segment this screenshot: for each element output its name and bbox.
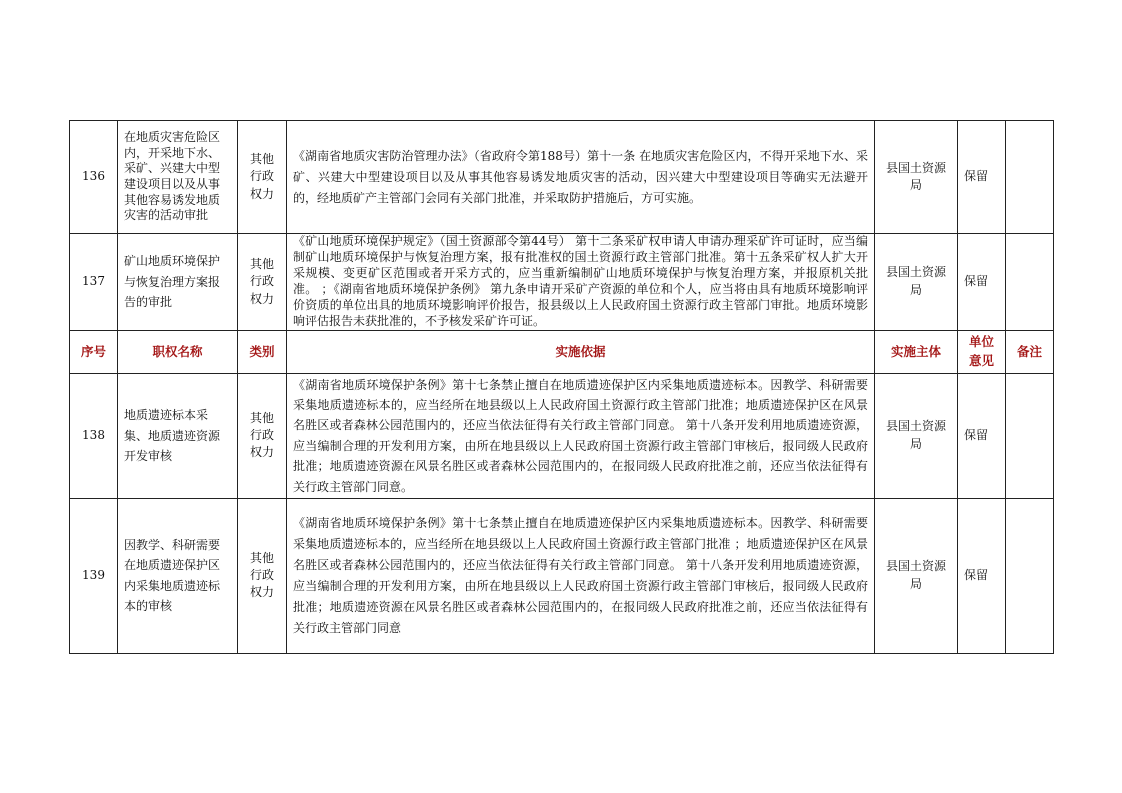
authority-name: 矿山地质环境保护与恢复治理方案报告的审批 bbox=[118, 234, 238, 331]
row-number: 136 bbox=[70, 121, 118, 234]
implementation-basis: 《湖南省地质环境保护条例》第十七条禁止擅自在地质遗迹保护区内采集地质遗迹标本。因教学、科研需要采集地质遗迹标本的，应当经所在地县级以上人民政府国土资源行政主管部门批准 ；地质遗迹保护区在风景名胜区或者森林公园范围内的，还应当依法征得有关行政主管部门同意。 第十八条开发利用地质遗迹资源，应当编制合理的开发利用方案，由所在地县级以上人民政府国土资源行政主管部门审核后，报同级人民政府批准；地质遗迹资源在风景名胜区或者森林公园范围内的，在报同级人民政府批准之前，还应当依法征得有关行政主管部门同意 bbox=[287, 498, 875, 653]
unit-opinion: 保留 bbox=[958, 498, 1006, 653]
header-name: 职权名称 bbox=[118, 330, 238, 373]
unit-opinion: 保留 bbox=[958, 373, 1006, 498]
unit-opinion: 保留 bbox=[958, 234, 1006, 331]
table-row bbox=[70, 234, 1054, 331]
remark bbox=[1006, 121, 1054, 234]
implementing-body: 县国土资源局 bbox=[875, 373, 958, 498]
header-opinion bbox=[958, 330, 1006, 373]
authority-type: 其他 行政 权力 bbox=[238, 234, 287, 331]
implementation-basis: 《湖南省地质环境保护条例》第十七条禁止擅自在地质遗迹保护区内采集地质遗迹标本。因教学、科研需要采集地质遗迹标本的，应当经所在地县级以上人民政府国土资源行政主管部门批准；地质遗迹保护区在风景名胜区或者森林公园范围内的，还应当依法征得有关行政主管部门同意。 第十八条开发利用地质遗迹资源，应当编制合理的开发利用方案，由所在地县级以上人民政府国土资源行政主管部门审核后，报同级人民政府批准；地质遗迹资源在风景名胜区或者森林公园范围内的，在报同级人民政府批准之前，还应当依法征得有关行政主管部门同意。 bbox=[287, 373, 875, 498]
authority-type: 其他 行政 权力 bbox=[238, 498, 287, 653]
authority-name: 地质遗迹标本采集、地质遗迹资源开发审核 bbox=[118, 373, 238, 498]
table-row bbox=[70, 498, 1054, 653]
authority-name: 在地质灾害危险区内，开采地下水、采矿、兴建大中型建设项目以及从事其他容易诱发地质灾害的活动审批 bbox=[118, 121, 238, 234]
authority-name: 因教学、科研需要在地质遗迹保护区内采集地质遗迹标本的审核 bbox=[118, 498, 238, 653]
remark bbox=[1006, 498, 1054, 653]
authority-type: 其他 行政 权力 bbox=[238, 121, 287, 234]
implementing-body: 县国土资源局 bbox=[875, 234, 958, 331]
implementation-basis: 《湖南省地质灾害防治管理办法》（省政府令第188号）第十一条 在地质灾害危险区内，不得开采地下水、采矿、兴建大中型建设项目以及从事其他容易诱发地质灾害的活动，因兴建大中型建设项目等确实无法避开的，经地质矿产主管部门会同有关部门批准，并采取防护措施后，方可实施。 bbox=[287, 121, 875, 234]
authority-type: 其他 行政 权力 bbox=[238, 373, 287, 498]
row-number: 138 bbox=[70, 373, 118, 498]
implementing-body: 县国土资源局 bbox=[875, 498, 958, 653]
table-row bbox=[70, 121, 1054, 234]
authority-table bbox=[69, 120, 1054, 654]
row-number: 137 bbox=[70, 234, 118, 331]
remark bbox=[1006, 373, 1054, 498]
table-row bbox=[70, 373, 1054, 498]
header-remark: 备注 bbox=[1006, 330, 1054, 373]
header-row bbox=[70, 330, 1054, 373]
row-number: 139 bbox=[70, 498, 118, 653]
unit-opinion: 保留 bbox=[958, 121, 1006, 234]
remark bbox=[1006, 234, 1054, 331]
implementing-body: 县国土资源局 bbox=[875, 121, 958, 234]
header-subject: 实施主体 bbox=[875, 330, 958, 373]
header-basis: 实施依据 bbox=[287, 330, 875, 373]
implementation-basis: 《矿山地质环境保护规定》（国土资源部令第44号） 第十二条采矿权申请人申请办理采矿许可证时，应当编制矿山地质环境保护与恢复治理方案，报有批准权的国土资源行政主管部门批准。第十五条采矿权人扩大开采规模、变更矿区范围或者开采方式的，应当重新编制矿山地质环境保护与恢复治理方案，并报原机关批准。 ；《湖南省地质环境保护条例》 第九条申请开采矿产资源的单位和个人，应当将由具有地质环境影响评价资质的单位出具的地质环境影响评价报告，报县级以上人民政府国土资源行政主管部门审批。地质环境影响评估报告未获批准的，不予核发采矿许可证。 bbox=[287, 234, 875, 331]
header-opinion-text: 单位 意见 bbox=[968, 333, 994, 368]
header-number: 序号 bbox=[70, 330, 118, 373]
header-type: 类别 bbox=[238, 330, 287, 373]
